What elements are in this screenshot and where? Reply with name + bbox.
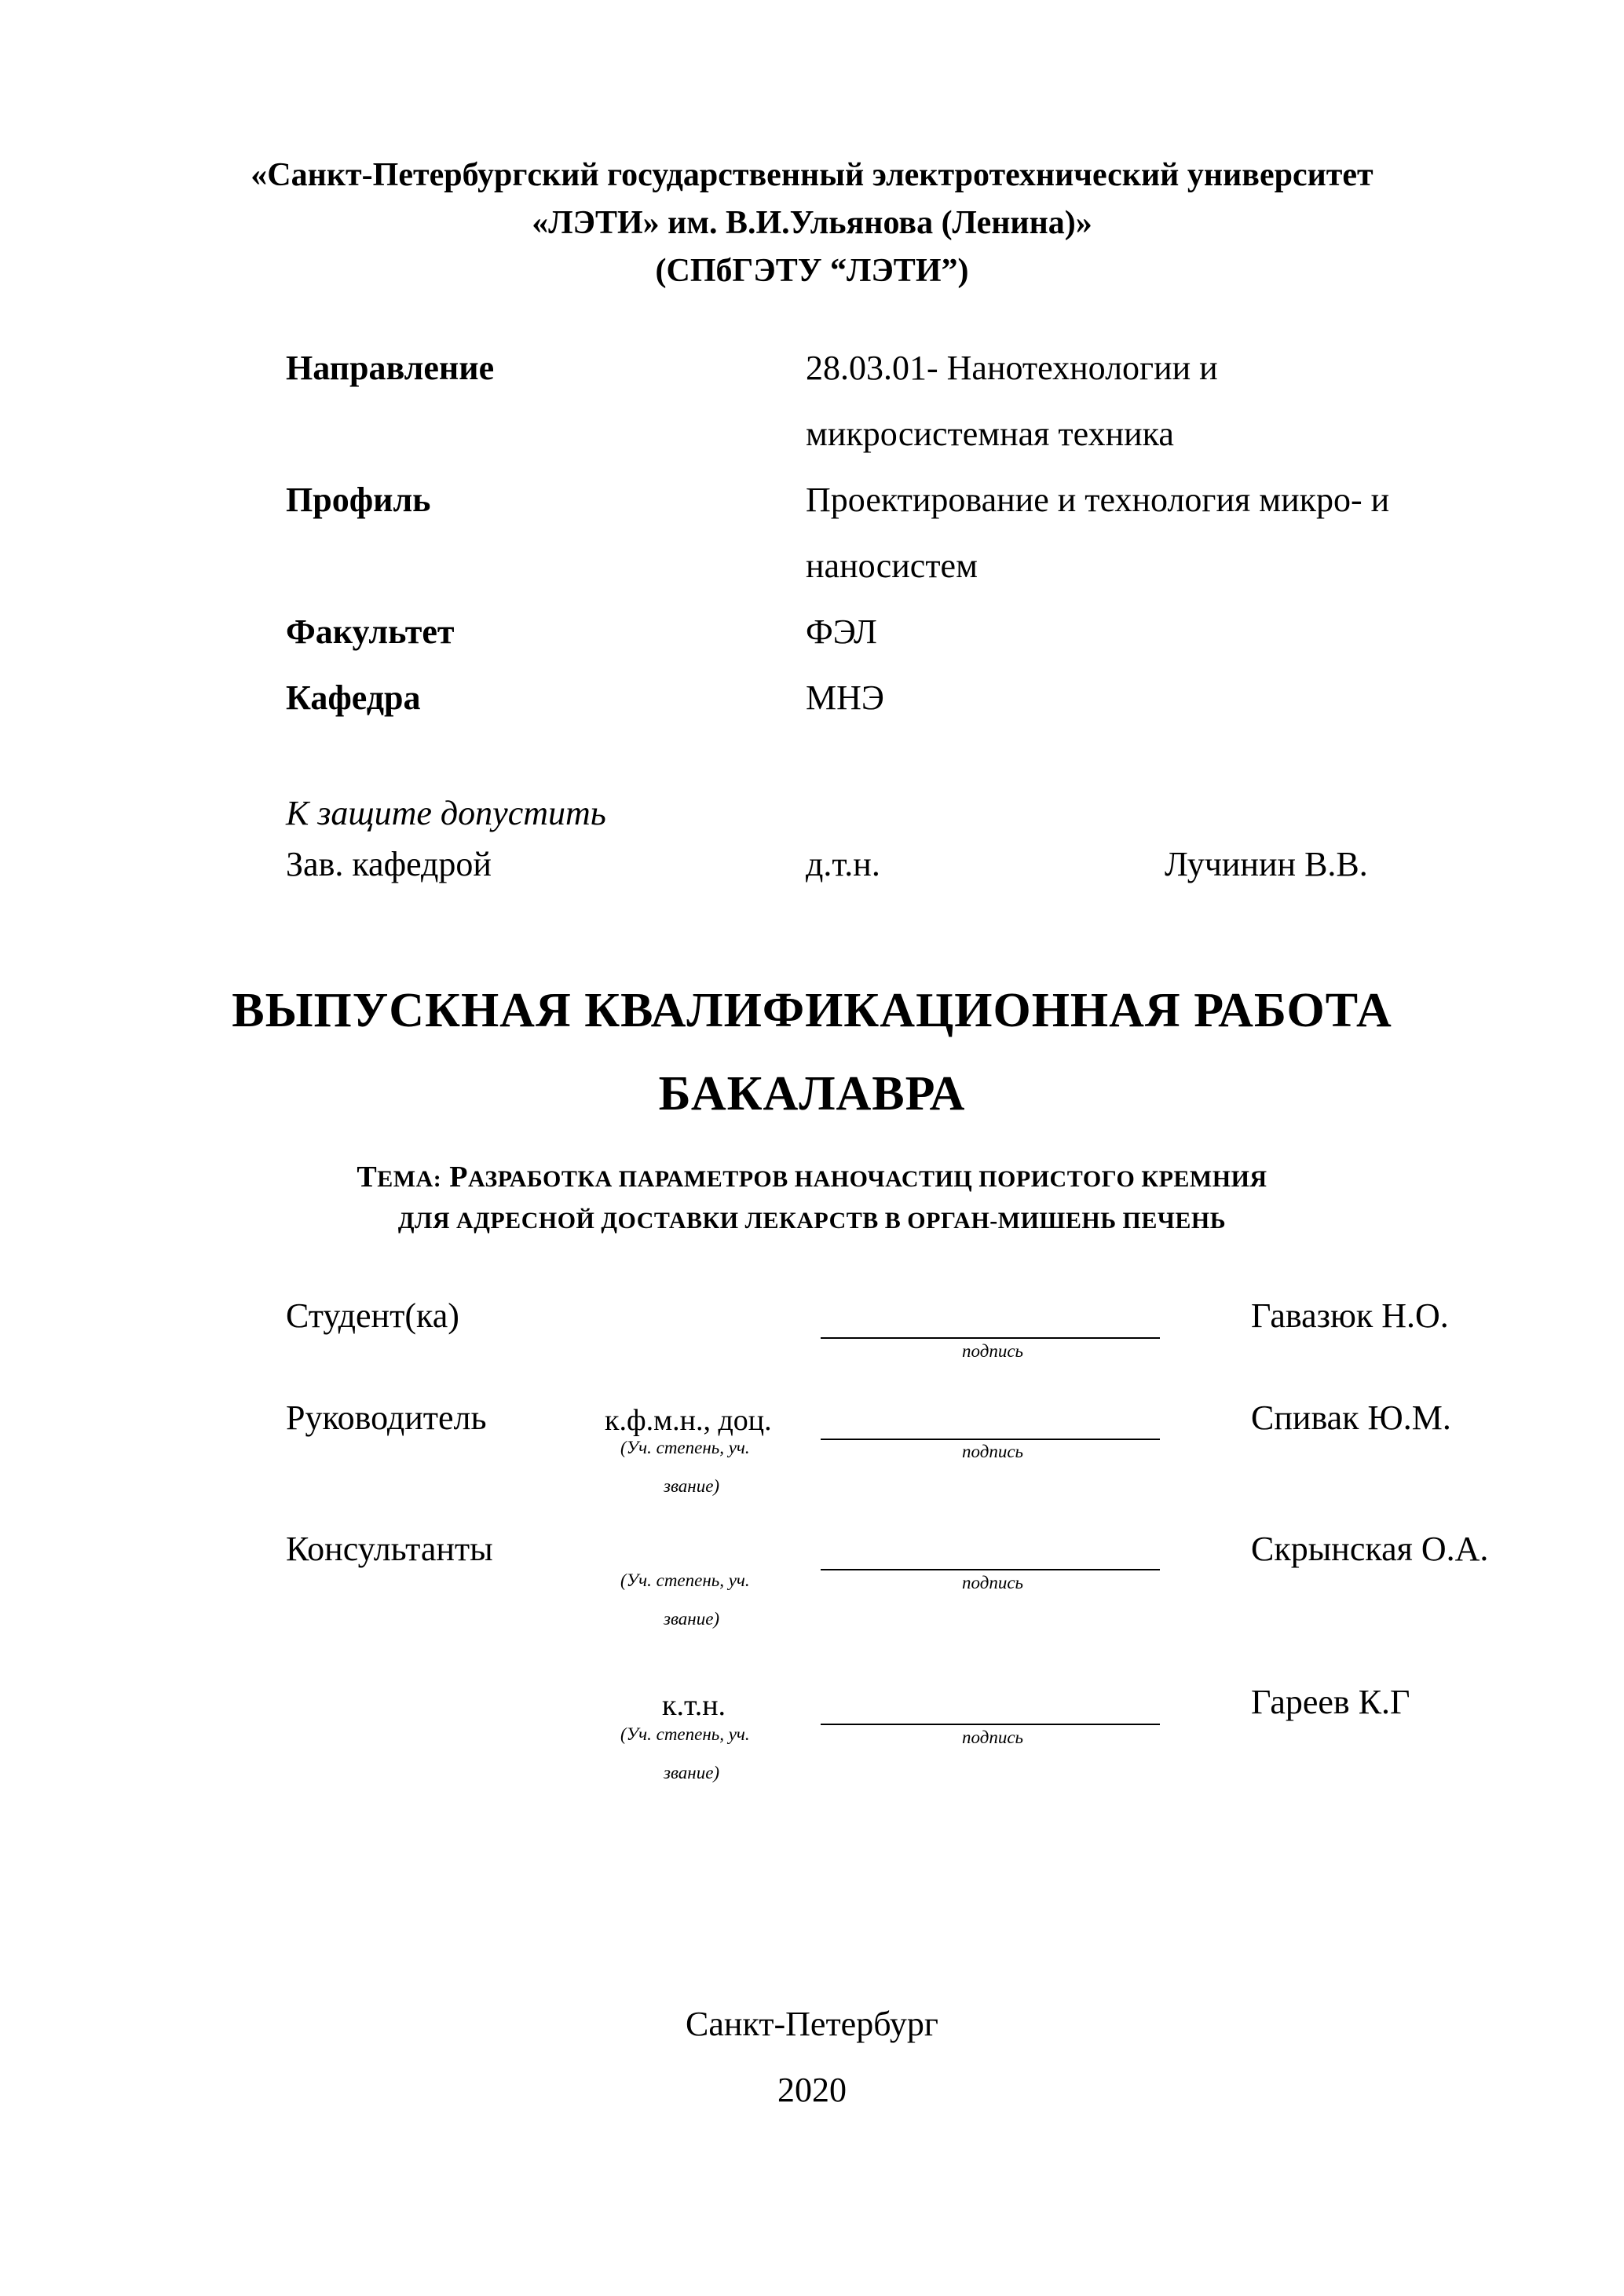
department-label: Кафедра (286, 678, 421, 717)
faculty-label: Факультет (286, 612, 455, 651)
topic-text-line2: ДЛЯ АДРЕСНОЙ ДОСТАВКИ ЛЕКАРСТВ В ОРГАН-МИШЕНЬ ПЕЧЕНЬ (397, 1208, 1227, 1234)
supervisor-degree-caption-line1: (Уч. степень, уч. (620, 1438, 750, 1457)
profile-value-line2: наносистем (806, 547, 978, 585)
supervisor-degree-caption-line2: звание) (664, 1476, 720, 1496)
topic-t-cap: Т (357, 1161, 378, 1194)
supervisor-name: Спивак Ю.М. (1251, 1398, 1451, 1437)
head-of-department-degree: д.т.н. (806, 845, 880, 883)
consultant1-signature-line (821, 1569, 1160, 1570)
topic-text-rest: АЗРАБОТКА ПАРАМЕТРОВ НАНОЧАСТИЦ ПОРИСТОГО КРЕМНИЯ (467, 1166, 1267, 1192)
student-signature-caption: подпись (962, 1341, 1024, 1361)
consultant2-degree: к.т.н. (662, 1689, 726, 1722)
consultant2-signature-line (821, 1724, 1160, 1725)
consultant2-signature-caption: подпись (962, 1727, 1024, 1747)
student-label: Студент(ка) (286, 1296, 459, 1335)
supervisor-label: Руководитель (286, 1398, 487, 1437)
university-name-line1: «Санкт-Петербургский государственный электротехнический университет (251, 157, 1373, 193)
consultant2-degree-caption-line1: (Уч. степень, уч. (620, 1724, 750, 1744)
consultant2-degree-caption-line2: звание) (664, 1763, 720, 1782)
direction-value-line2: микросистемная техника (806, 415, 1174, 453)
head-of-department-name: Лучинин В.В. (1165, 845, 1368, 883)
topic-label-rest: ЕМА: (377, 1166, 442, 1192)
consultant1-degree-caption-line2: звание) (664, 1609, 720, 1629)
work-title-line2: БАКАЛАВРА (658, 1067, 966, 1121)
supervisor-signature-caption: подпись (962, 1442, 1024, 1461)
consultant1-name: Скрынская О.А. (1251, 1530, 1489, 1568)
university-abbreviation: (СПбГЭТУ “ЛЭТИ”) (655, 253, 969, 289)
consultants-label: Консультанты (286, 1530, 493, 1568)
university-name-line2: «ЛЭТИ» им. В.И.Ульянова (Ленина)» (532, 205, 1092, 241)
profile-value-line1: Проектирование и технология микро- и (806, 481, 1390, 519)
direction-value-line1: 28.03.01- Нанотехнологии и (806, 349, 1218, 387)
supervisor-signature-line (821, 1439, 1160, 1440)
consultant1-degree-caption-line1: (Уч. степень, уч. (620, 1570, 750, 1590)
footer-year: 2020 (777, 2071, 847, 2109)
topic-r-cap: Р (449, 1161, 468, 1194)
student-signature-line (821, 1337, 1160, 1339)
faculty-value: ФЭЛ (806, 612, 877, 651)
student-name: Гавазюк Н.О. (1251, 1296, 1449, 1335)
admission-heading: К защите допустить (286, 794, 606, 832)
supervisor-degree: к.ф.м.н., доц. (605, 1404, 772, 1437)
work-title-line1: ВЫПУСКНАЯ КВАЛИФИКАЦИОННАЯ РАБОТА (232, 984, 1392, 1037)
department-value: МНЭ (806, 678, 884, 717)
footer-city: Санкт-Петербург (686, 2005, 938, 2043)
head-of-department-label: Зав. кафедрой (286, 845, 492, 883)
consultant2-name: Гареев К.Г (1251, 1683, 1410, 1721)
topic-line1 (0, 1157, 1624, 1199)
direction-label: Направление (286, 349, 495, 387)
topic-line2 (0, 1199, 1624, 1241)
profile-label: Профиль (286, 481, 431, 519)
consultant1-signature-caption: подпись (962, 1573, 1024, 1592)
